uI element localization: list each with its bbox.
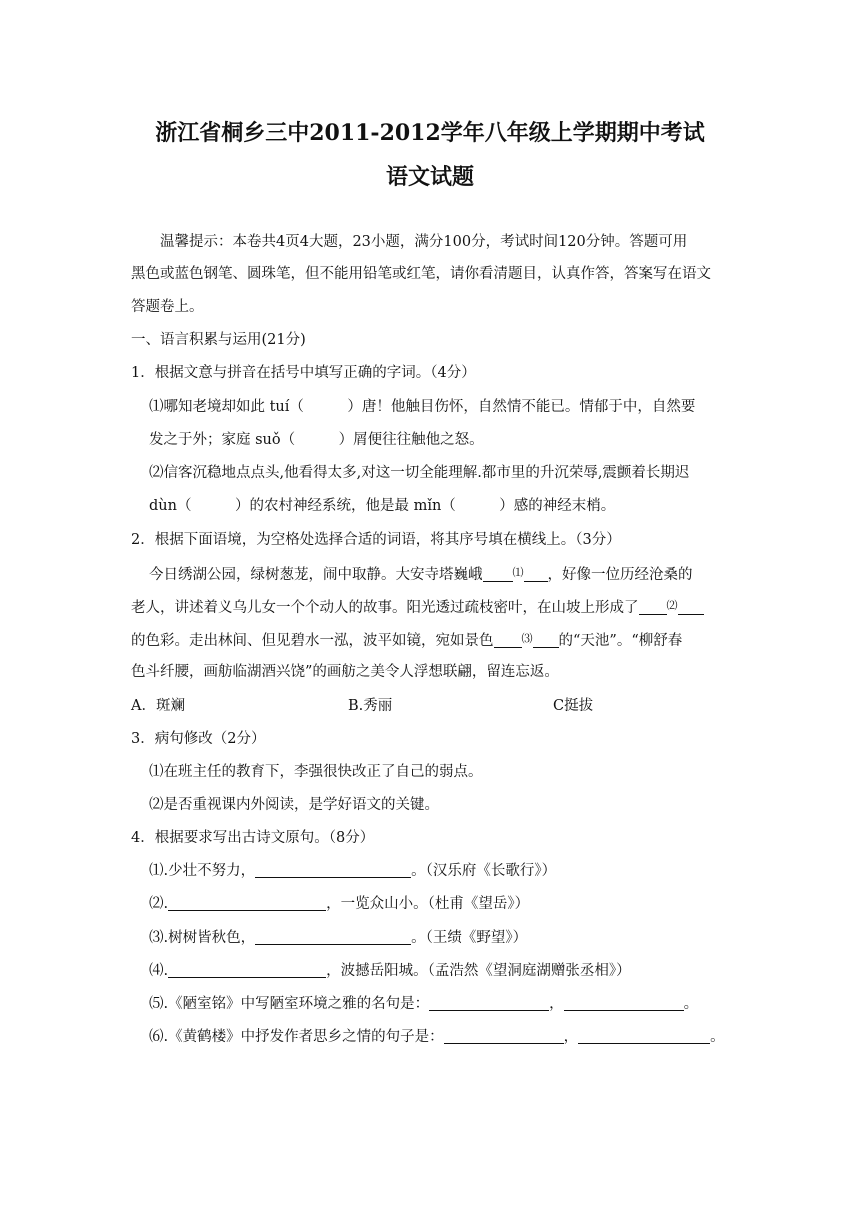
terminator: 。 bbox=[683, 996, 699, 1012]
answer-blank[interactable] bbox=[255, 862, 411, 878]
passage-text: 今日绣湖公园，绿树葱茏，闹中取静。大安寺塔巍峨 bbox=[149, 567, 483, 583]
answer-blank[interactable] bbox=[483, 566, 513, 582]
item-text: ⑶.树树皆秋色， bbox=[149, 930, 256, 946]
question-2-passage-line-4: 色斗纤腰，画舫临湖酒兴饶”的画舫之美令人浮想联翩，留连忘返。 bbox=[131, 664, 559, 680]
item-source: 。（王绩《野望》） bbox=[411, 930, 528, 946]
passage-text: 老人，讲述着义乌儿女一个个动人的故事。阳光透过疏枝密叶，在山坡上形成了 bbox=[131, 600, 639, 616]
question-3-sentence-1: ⑴在班主任的教育下，李强很快改正了自己的弱点。 bbox=[149, 764, 483, 780]
question-3-heading: 3．病句修改（2分） bbox=[131, 731, 266, 747]
item-source: ，波撼岳阳城。（孟浩然《望洞庭湖赠张丞相》） bbox=[326, 963, 631, 979]
answer-blank[interactable] bbox=[255, 929, 411, 945]
blank-marker: ⑶ bbox=[521, 632, 533, 645]
poem-item-1 bbox=[149, 861, 556, 881]
option-b: B.秀丽 bbox=[348, 698, 393, 714]
passage-text: ，好像一位历经沧桑的 bbox=[547, 567, 693, 583]
blank-marker: ⑴ bbox=[512, 566, 524, 579]
item-text: ⑷. bbox=[149, 963, 169, 979]
question-1-heading: 1．根据文意与拼音在括号中填写正确的字词。（4分） bbox=[131, 365, 476, 381]
poem-item-4 bbox=[149, 961, 631, 981]
blank-marker: ⑵ bbox=[666, 599, 678, 612]
answer-blank[interactable] bbox=[524, 566, 548, 582]
item-text: ⑴.少壮不努力， bbox=[149, 863, 256, 879]
poem-item-2 bbox=[149, 894, 529, 914]
question-1-part-1-line-2: 发之于外；家庭 suǒ（ ）屑便往往触他之怒。 bbox=[149, 432, 484, 448]
separator: ， bbox=[549, 996, 564, 1012]
answer-blank[interactable] bbox=[168, 962, 326, 978]
notice-line-2: 黑色或蓝色钢笔、圆珠笔，但不能用铅笔或红笔，请你看清题目，认真作答，答案写在语文 bbox=[131, 266, 711, 282]
item-text: ⑹.《黄鹤楼》中抒发作者思乡之情的句子是： bbox=[149, 1029, 444, 1045]
exam-title: 浙江省桐乡三中2011-2012学年八年级上学期期中考试 bbox=[155, 120, 705, 146]
item-text: ⑵. bbox=[149, 896, 169, 912]
poem-item-5 bbox=[149, 994, 698, 1014]
passage-text: 的色彩。走出林间、但见碧水一泓，波平如镜，宛如景色 bbox=[131, 633, 494, 649]
answer-blank[interactable] bbox=[168, 895, 326, 911]
terminator: 。 bbox=[710, 1029, 725, 1045]
question-2-passage-line-3 bbox=[131, 629, 682, 651]
separator: ， bbox=[563, 1029, 579, 1045]
question-1-part-2-line-1: ⑵信客沉稳地点点头,他看得太多,对这一切全能理解.都市里的升沉荣辱,震颤着长期迟 bbox=[149, 465, 690, 481]
notice-line-3: 答题卷上。 bbox=[131, 299, 204, 315]
question-1-part-1-line-1: ⑴哪知老境却如此 tuí（ ）唐！他触目伤怀，自然情不能已。情郁于中，自然要 bbox=[149, 399, 696, 415]
item-source: 。（汉乐府《长歌行》） bbox=[411, 863, 557, 879]
answer-blank[interactable] bbox=[494, 632, 522, 648]
option-c: C挺拔 bbox=[553, 698, 594, 714]
question-2-passage-line-2 bbox=[131, 596, 704, 618]
item-source: ，一览众山小。（杜甫《望岳》） bbox=[326, 896, 530, 912]
exam-subtitle: 语文试题 bbox=[385, 164, 474, 190]
notice-line-1: 温馨提示：本卷共4页4大题，23小题，满分100分，考试时间120分钟。答题可用 bbox=[160, 234, 688, 250]
answer-blank[interactable] bbox=[444, 1028, 564, 1044]
option-a: A．斑斓 bbox=[131, 698, 185, 714]
answer-blank[interactable] bbox=[678, 599, 704, 615]
section-heading: 一、语言积累与运用(21分) bbox=[131, 332, 306, 348]
question-4-heading: 4．根据要求写出古诗文原句。（8分） bbox=[131, 830, 375, 846]
answer-blank[interactable] bbox=[578, 1028, 710, 1044]
answer-blank[interactable] bbox=[533, 632, 559, 648]
poem-item-6 bbox=[149, 1027, 725, 1047]
answer-blank[interactable] bbox=[564, 995, 684, 1011]
question-3-sentence-2: ⑵是否重视课内外阅读，是学好语文的关键。 bbox=[149, 797, 439, 813]
answer-blank[interactable] bbox=[639, 599, 667, 615]
answer-blank[interactable] bbox=[429, 995, 549, 1011]
poem-item-3 bbox=[149, 928, 527, 948]
question-2-passage-line-1 bbox=[149, 563, 693, 585]
item-text: ⑸.《陋室铭》中写陋室环境之雅的名句是： bbox=[149, 996, 430, 1012]
passage-text: 的“天池”。“柳舒春 bbox=[558, 633, 683, 649]
question-2-heading: 2．根据下面语境，为空格处选择合适的词语，将其序号填在横线上。（3分） bbox=[131, 532, 621, 548]
question-1-part-2-line-2: dùn（ ）的农村神经系统，他是最 mǐn（ ）感的神经末梢。 bbox=[149, 498, 616, 514]
